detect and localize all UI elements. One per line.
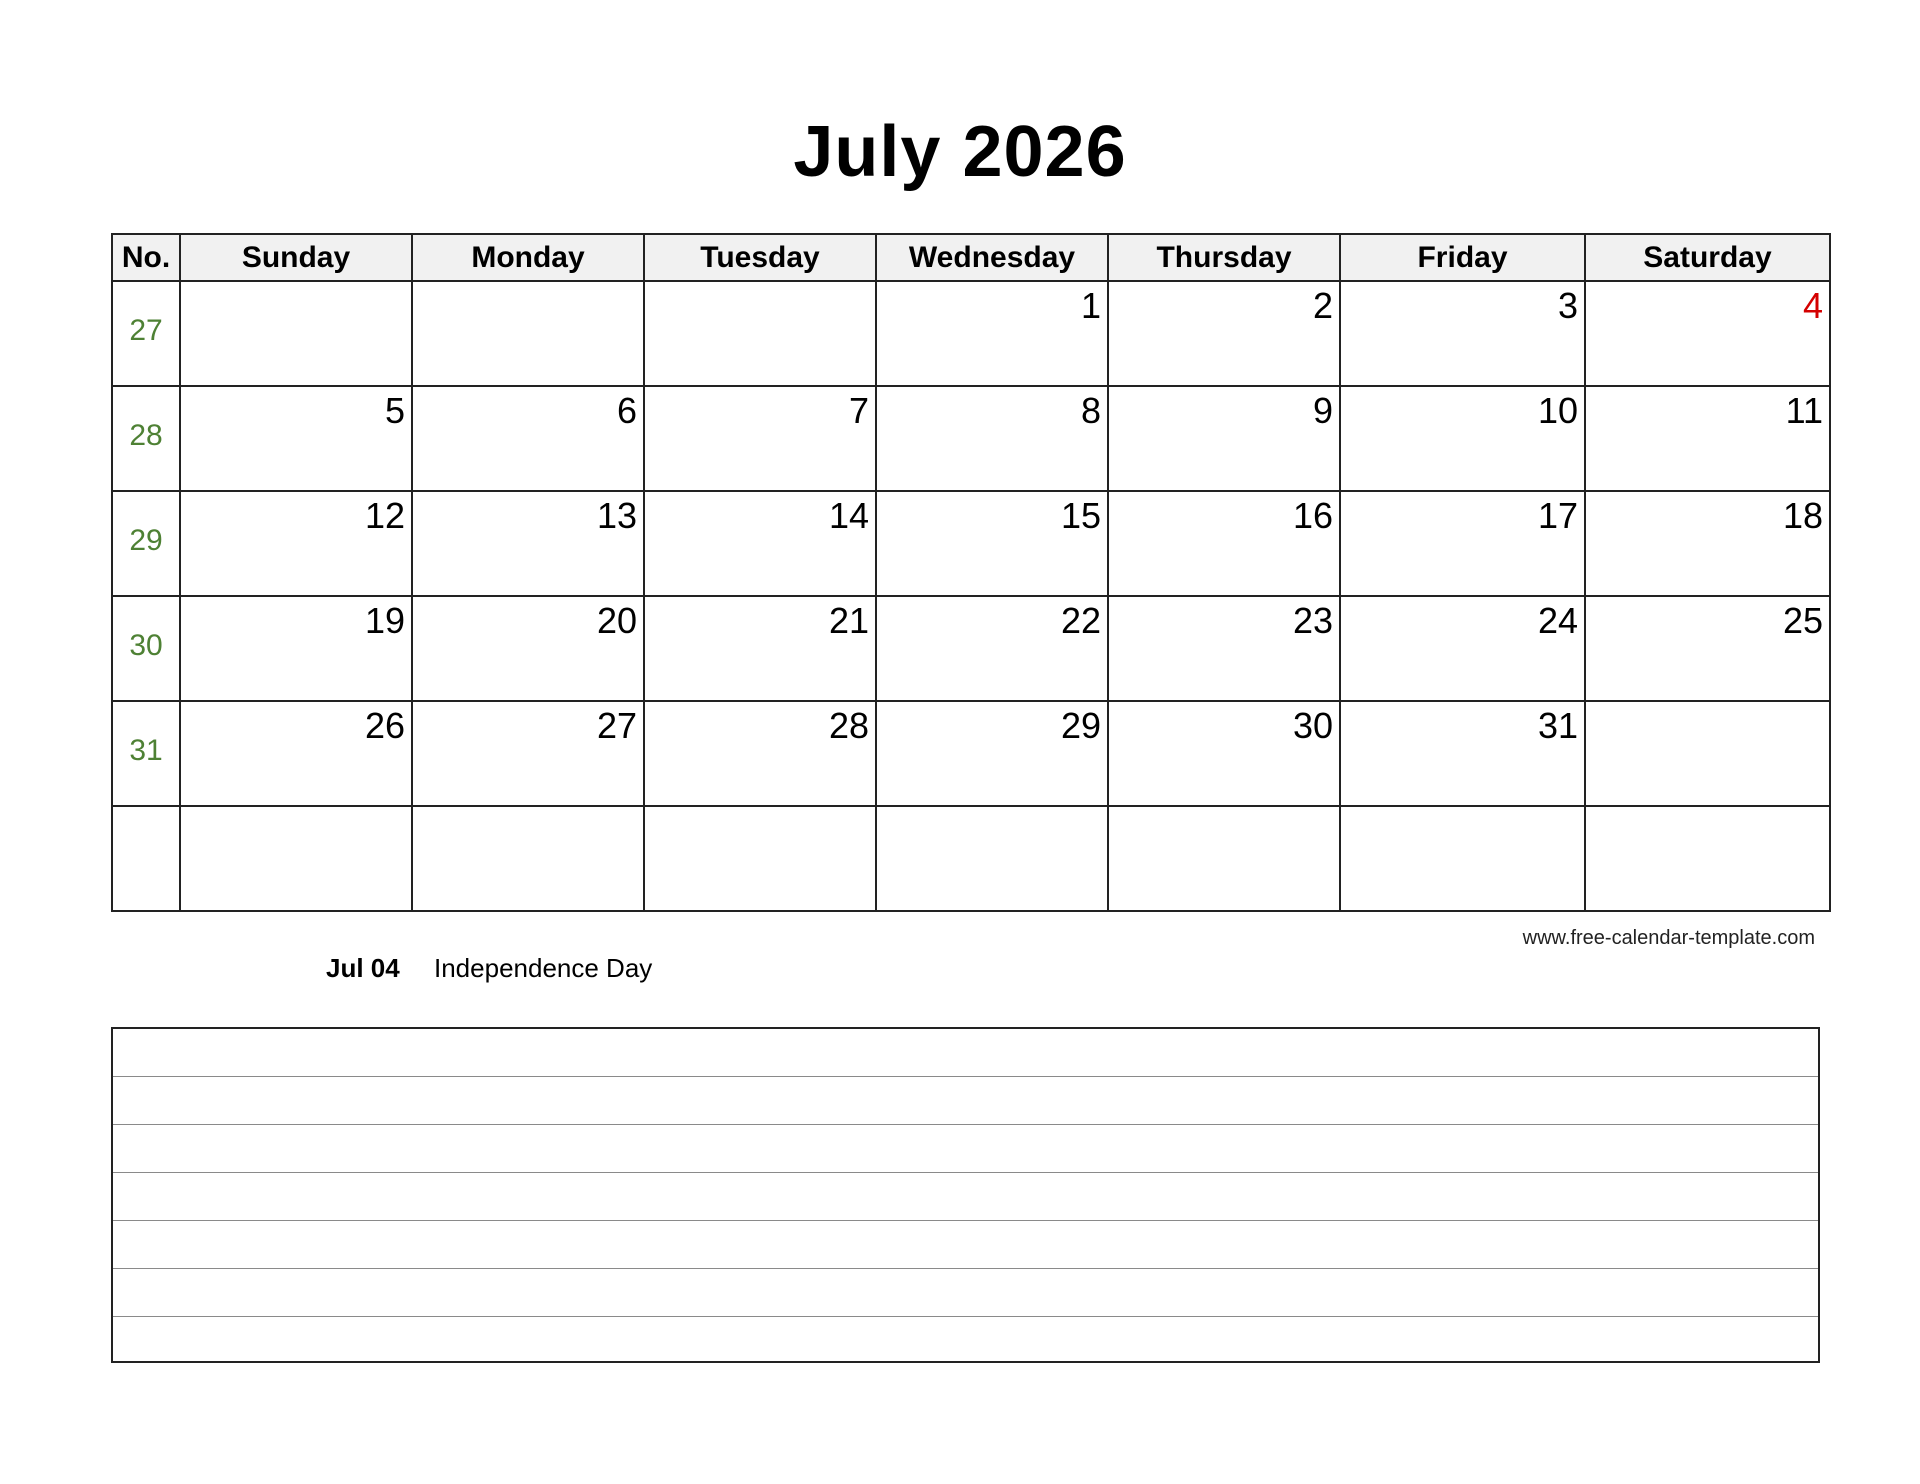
- day-number: 31: [1537, 705, 1578, 746]
- note-line[interactable]: [113, 1269, 1818, 1317]
- day-cell-wednesday[interactable]: [876, 701, 1108, 806]
- day-number: 15: [1060, 495, 1101, 536]
- week-number: 30: [129, 629, 163, 662]
- calendar-body: [112, 281, 1830, 911]
- weekday-header-friday: Friday: [1340, 234, 1585, 281]
- day-number: 4: [1802, 285, 1823, 326]
- day-cell-sunday[interactable]: [180, 701, 412, 806]
- day-cell-saturday[interactable]: [1585, 701, 1830, 806]
- day-cell-tuesday[interactable]: [644, 596, 876, 701]
- week-number: 28: [129, 419, 163, 452]
- day-cell-monday[interactable]: [412, 596, 644, 701]
- note-line[interactable]: [113, 1077, 1818, 1125]
- day-number: [1586, 702, 1829, 706]
- week-number-cell: [112, 701, 180, 806]
- calendar-grid: [111, 233, 1831, 912]
- day-number: 19: [364, 600, 405, 641]
- day-cell-friday[interactable]: [1340, 386, 1585, 491]
- day-cell-monday[interactable]: [412, 806, 644, 911]
- day-cell-tuesday[interactable]: [644, 806, 876, 911]
- day-number: 9: [1312, 390, 1333, 431]
- day-cell-thursday[interactable]: [1108, 596, 1340, 701]
- holiday-name: Independence Day: [434, 953, 653, 983]
- day-number: 12: [364, 495, 405, 536]
- day-cell-friday[interactable]: [1340, 596, 1585, 701]
- day-number: 16: [1292, 495, 1333, 536]
- week-number-cell: [112, 281, 180, 386]
- weekday-header-wednesday: Wednesday: [876, 234, 1108, 281]
- day-number: [1109, 807, 1339, 811]
- day-number: [413, 282, 643, 286]
- day-cell-saturday[interactable]: [1585, 806, 1830, 911]
- note-line[interactable]: [113, 1317, 1818, 1364]
- day-number: 27: [596, 705, 637, 746]
- week-number-cell: [112, 596, 180, 701]
- day-cell-wednesday[interactable]: [876, 491, 1108, 596]
- day-cell-sunday[interactable]: [180, 386, 412, 491]
- day-number: 23: [1292, 600, 1333, 641]
- week-number: 27: [129, 314, 163, 347]
- day-cell-saturday[interactable]: [1585, 281, 1830, 386]
- day-cell-tuesday[interactable]: [644, 386, 876, 491]
- day-number: [181, 807, 411, 811]
- day-cell-saturday[interactable]: [1585, 491, 1830, 596]
- week-number-cell: [112, 491, 180, 596]
- day-number: 8: [1080, 390, 1101, 431]
- note-line[interactable]: [113, 1221, 1818, 1269]
- holiday-list: [326, 953, 652, 984]
- day-cell-wednesday[interactable]: [876, 386, 1108, 491]
- day-number: 20: [596, 600, 637, 641]
- calendar-title: July 2026: [793, 112, 1127, 192]
- note-line[interactable]: [113, 1029, 1818, 1077]
- day-number: 3: [1557, 285, 1578, 326]
- day-cell-thursday[interactable]: [1108, 281, 1340, 386]
- week-number: 31: [129, 734, 163, 767]
- day-cell-monday[interactable]: [412, 701, 644, 806]
- day-number: 5: [384, 390, 405, 431]
- day-number: 7: [848, 390, 869, 431]
- day-cell-sunday[interactable]: [180, 281, 412, 386]
- day-cell-tuesday[interactable]: [644, 491, 876, 596]
- website-url: www.free-calendar-template.com: [1522, 927, 1815, 949]
- holiday-item: [326, 953, 652, 984]
- weekday-header-thursday: Thursday: [1108, 234, 1340, 281]
- day-number: 11: [1785, 390, 1823, 431]
- week-row: [112, 806, 1830, 911]
- day-cell-sunday[interactable]: [180, 596, 412, 701]
- week-number: 29: [129, 524, 163, 557]
- day-number: 25: [1782, 600, 1823, 641]
- day-number: 30: [1292, 705, 1333, 746]
- day-cell-friday[interactable]: [1340, 701, 1585, 806]
- day-number: 29: [1060, 705, 1101, 746]
- weekday-header-row: [112, 234, 1830, 281]
- week-number-header: No.: [112, 234, 180, 281]
- day-number: 6: [616, 390, 637, 431]
- day-number: 22: [1060, 600, 1101, 641]
- day-cell-monday[interactable]: [412, 386, 644, 491]
- day-number: 18: [1782, 495, 1823, 536]
- week-row: [112, 386, 1830, 491]
- day-cell-friday[interactable]: [1340, 491, 1585, 596]
- day-cell-monday[interactable]: [412, 281, 644, 386]
- day-cell-tuesday[interactable]: [644, 281, 876, 386]
- day-number: 13: [596, 495, 637, 536]
- day-cell-sunday[interactable]: [180, 806, 412, 911]
- week-row: [112, 701, 1830, 806]
- day-number: 21: [828, 600, 869, 641]
- day-cell-friday[interactable]: [1340, 806, 1585, 911]
- day-number: [1586, 807, 1829, 811]
- day-cell-wednesday[interactable]: [876, 806, 1108, 911]
- day-cell-wednesday[interactable]: [876, 596, 1108, 701]
- day-number: 14: [828, 495, 869, 536]
- day-cell-wednesday[interactable]: [876, 281, 1108, 386]
- week-row: [112, 281, 1830, 386]
- week-row: [112, 491, 1830, 596]
- day-cell-sunday[interactable]: [180, 491, 412, 596]
- week-number-cell: [112, 806, 180, 911]
- day-cell-thursday[interactable]: [1108, 806, 1340, 911]
- weekday-header-saturday: Saturday: [1585, 234, 1830, 281]
- day-number: 2: [1312, 285, 1333, 326]
- day-number: [645, 807, 875, 811]
- day-number: 1: [1080, 285, 1101, 326]
- day-cell-tuesday[interactable]: [644, 701, 876, 806]
- day-number: [413, 807, 643, 811]
- day-number: [645, 282, 875, 286]
- day-number: [181, 282, 411, 286]
- day-cell-friday[interactable]: [1340, 281, 1585, 386]
- note-line[interactable]: [113, 1173, 1818, 1221]
- week-row: [112, 596, 1830, 701]
- day-number: 17: [1537, 495, 1578, 536]
- weekday-header-tuesday: Tuesday: [644, 234, 876, 281]
- notes-area: [111, 1027, 1820, 1363]
- day-number: [877, 807, 1107, 811]
- day-cell-thursday[interactable]: [1108, 491, 1340, 596]
- day-cell-thursday[interactable]: [1108, 701, 1340, 806]
- weekday-header-monday: Monday: [412, 234, 644, 281]
- day-cell-monday[interactable]: [412, 491, 644, 596]
- day-number: 24: [1537, 600, 1578, 641]
- day-number: [1341, 807, 1584, 811]
- holiday-date: Jul 04: [326, 953, 400, 983]
- weekday-header-sunday: Sunday: [180, 234, 412, 281]
- note-line[interactable]: [113, 1125, 1818, 1173]
- day-number: 28: [828, 705, 869, 746]
- day-number: 26: [364, 705, 405, 746]
- day-cell-saturday[interactable]: [1585, 386, 1830, 491]
- day-number: 10: [1537, 390, 1578, 431]
- day-cell-saturday[interactable]: [1585, 596, 1830, 701]
- day-cell-thursday[interactable]: [1108, 386, 1340, 491]
- week-number-cell: [112, 386, 180, 491]
